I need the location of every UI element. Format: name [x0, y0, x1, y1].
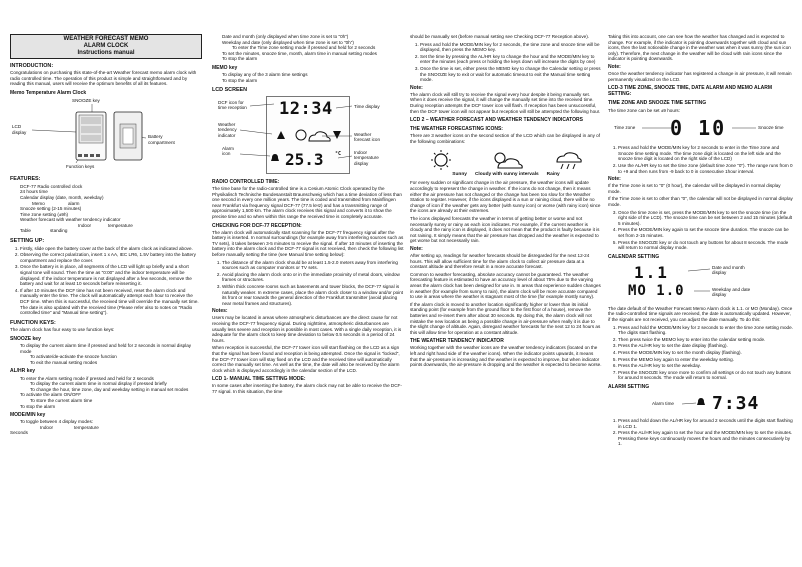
mode-temperature: temperature	[74, 424, 99, 430]
label-indoor-temp: Indoor temperature display	[354, 149, 379, 167]
tz-intro: The time zone can be set ±9 hours:	[608, 107, 680, 113]
weather-para-2: The icons displayed forecasts the weather in terms of getting better or worse and not necessarily sunny or rainy as each icon indicates. For example, if the current weather is cloudy and the rainy icon is displayed, it does not mean that the product is faulty because it is not raining. It simply means that the air pressure has dropped and the weather is expected to get worse but not necessarily rain.	[410, 216, 600, 244]
note-text: The alarm clock will still try to receive the signal every hour despite it being manually set. When it does receive the signal, it will change the manually set time into the received time. During reception attempts the DCF tower icon will flash. If reception has been unsuccessful, then the DCF tower icon will not appear but reception will still be attempted the following hour.	[410, 91, 601, 114]
setup-heading: SETTING UP:	[10, 238, 45, 245]
memo-line: To display any of the 3 alarm time settings	[222, 72, 308, 78]
manual-time-heading: LCD 1- MANUAL TIME SETTING MODE:	[212, 376, 306, 383]
mode-indoor: Indoor	[40, 424, 54, 430]
weather-para-1: For every sudden or significant change in the air pressure, the weather icons will update accordingly to represent the change in weather. If the icons do not change, then it means either the air pressure has not changed or the change has been too slow for the Weather Station to register. However, if the icons displayed is a sun or raining cloud, there will be no change of icon if the weather gets any better (with sunny icon) or worse (with rainy icon) since the icons are already at their extremes.	[410, 180, 601, 214]
calendar-callout-lines	[608, 263, 794, 303]
tendency-text: Working together with the weather icons are the weather tendency indicators (located on the left and right hand side of the weather icons). When the indicator points upwards, it means that the air-pressure is increasing and the weather is expected to improve, but when indicator points downwards, the air-pressure is dropping and the weather is expected to become worse.	[410, 345, 602, 368]
tendency-heading: THE WEATHER TENDENCY INDICATOR	[410, 338, 504, 345]
column-2	[212, 34, 404, 397]
lcd2-heading: LCD 2 – WEATHER FORECAST AND WEATHER TENDENCY INDICATORS	[410, 117, 583, 124]
feature-table: Table	[20, 228, 31, 234]
clock-diagram	[10, 98, 202, 172]
label-cloudy-sunny: Cloudy with sunny intervals	[474, 171, 539, 177]
weather-para-3: After setting up, readings for weather forecasts should be disregarded for the next 12-24 hours. This will allow sufficient time for the alarm clock to collect air pressure data at a constant altitude and therefore result in a more accurate forecast.	[410, 253, 590, 270]
feature-standing: standing	[50, 228, 68, 234]
lcd-temperature: 25.3	[285, 149, 324, 169]
calendar-step: 3. Press the AL/HR key to set the date display (flashing).	[618, 343, 794, 349]
lcd-callout-lines	[212, 96, 404, 176]
weather-icons-row	[410, 149, 602, 171]
weather-para-5: If the alarm clock is moved to another location significantly higher or lower than its initial standing point (for example from the ground floor to the first floor of a house), remove the batteries and re-insert them after about 30 seconds. By doing this, the alarm clock will not mistake the new location as being a possible change in air-pressure when really it is due to the slight change of altitude. Again, disregard weather forecasts for the next 12 to 24 hours as this will allow time for operation at a constant altitude.	[410, 301, 601, 335]
memo-line: To stop the alarm	[222, 77, 258, 83]
col4-note2-text-2: If the Time zone is set to other than "0", the calendar will not be displayed in normal display mode.	[608, 196, 793, 207]
feature-item: DCF-77 Radio controlled clock	[20, 183, 83, 189]
tz-diagram	[608, 116, 794, 142]
features-heading: FEATURES:	[10, 176, 41, 183]
check-steps	[222, 260, 404, 307]
col4-top-text: Taking this into account, one can see how the weather has changed and is expected to change. For example, if the indicator is pointing downwards together with cloud and sun icons, then the last noticeable change in the weather was when it was sunny (the sun icon only). Therefore, the next change in the weather will be cloud with rain icons since the indicator is pointing downwards.	[608, 34, 791, 62]
memo-key-heading: MEMO key	[212, 64, 238, 71]
manual-title: WEATHER FORECAST MEMO ALARM CLOCK	[63, 36, 149, 49]
rainy-icon	[551, 149, 591, 171]
tz-step: 4. Press the MODE/MIN key again to set the snooze time duration. The snooze can be set from 2-15 minutes.	[618, 227, 794, 238]
modemin-line: To set the minutes, snooze time, month, alarm time in manual setting modes	[222, 50, 377, 56]
alarm-time-label: Alarm time	[652, 401, 674, 407]
calendar-heading: CALENDAR SETTING	[608, 253, 660, 260]
col3-top-text: should be manually set (before manual setting see Checking DCF-77 Reception above).	[410, 34, 589, 39]
label-time-display: Time display	[354, 103, 380, 109]
setup-step: 2. Observing the correct polarization, insert 1 x AA, IEC LR6, 1.5V battery into the battery compartment and replace the cover.	[20, 252, 202, 263]
tz-step: 5. Press the SNOOZE key or do not touch any buttons for about 8 seconds. The mode will return to normal display mode.	[618, 240, 794, 251]
check-text: The alarm clock will automatically start scanning for the DCF-77 frequency signal after the battery is inserted. In normal surroundings (for example away from interfering sources such as TV sets), it takes between 3-5 minutes to receive the signal. If after 10 minutes of inserting the battery into the alarm clock and the DCF-77 signal is not received, then check the following list before manually setting the time (see Manual time setting below):	[212, 229, 404, 257]
calendar-lcd-bottom: MO 1.0	[628, 282, 685, 299]
weather-para-4: Common to weather forecasting, absolute accuracy cannot be guaranteed. The weather forecasting feature is estimated to have an accuracy level of about 75% due to the varying areas the alarm clock has been designed for use in. In areas that experience sudden changes in weather (for example from sunny to rain), the alarm clock will be more accurate compared to use in areas where the weather is stagnant most of the time (for example mostly sunny).	[410, 271, 601, 300]
clock-illustration	[10, 98, 202, 172]
check-step: 3. Within thick concrete rooms such as basements and tower blocks, the DCF-77 signal is naturally weaker. In extreme cases, place the alarm clock closer to a window and/or point its front or rear towards the general direction of the Frankfurt transmitter (avoid placing near metal frames and structures).	[222, 284, 404, 306]
image-heading: Memo Temperature Alarm Clock	[10, 90, 87, 97]
label-snooze-key: SNOOZE key	[72, 98, 100, 104]
alarm-steps	[618, 418, 794, 447]
col4-note2-text-1: If the Time zone is set to "0" (0 hour), the calendar will be displayed in normal display mode.	[608, 183, 781, 194]
feature-temperature: temperature	[108, 222, 133, 228]
manual-subtitle: Instructions manual	[77, 49, 135, 56]
label-rainy: Rainy	[546, 171, 560, 177]
snooze-key-line: To activate/de-activate the snooze function	[30, 354, 117, 360]
alarm-callout-line	[608, 393, 794, 415]
notes-text-1: Users may be located in areas where atmospheric disturbances are the direct cause for not receiving the DCF-77 frequency signal. During nighttime, atmospheric disturbances are usually less severe and reception is possible in most cases. With a single daily reception, it is adequate for the alarm clock to keep time deviation to below 0.5 seconds in a period of 24 hours.	[212, 315, 402, 343]
tz-label-left: Time zone	[614, 125, 636, 131]
manual-step: 3. Once the time is set, either press the MEMO key to change the Calendar setting or press the SNOOZE key to exit or wait for automatic timeout to exit the Manual time setting mode.	[420, 66, 602, 83]
calendar-step: 1. Press and hold the MODE/MIN key for 2 seconds to enter the time zone setting mode. The digits start flashing.	[618, 325, 794, 336]
label-battery: Battery compartment	[148, 134, 175, 145]
alhr-key-desc	[10, 376, 202, 410]
alhr-line: To activate the alarm ON/OFF	[20, 392, 82, 398]
snooze-key-line: To exit the manual setting modes	[30, 359, 98, 365]
tz-label-right: Snooze time	[758, 125, 784, 131]
icons-heading: THE WEATHER FORECASTING ICONS:	[410, 126, 503, 133]
modemin-intro: To toggle between 4 display modes:	[20, 419, 94, 425]
label-tendency: Weather tendency indicator	[218, 121, 237, 139]
note-label: Note:	[410, 84, 423, 91]
calendar-label-bottom: Weekday and date display	[712, 286, 751, 298]
features-list	[10, 184, 202, 234]
tz-step: 3. Once the time zone is set, press the MODE/MIN key to set the snooze time (on the right side of the LCD). The snooze time can be set between 2 and 15 minutes (default 5 minutes).	[618, 210, 794, 227]
calendar-diagram	[608, 263, 794, 303]
manual-step: 2. Set the time by pressing the AL/HR key to change the hour and the MODE/MIN key to enter the minutes (each press or holding the keys down will increase the digits by one)	[420, 54, 602, 65]
label-forecast-icon: Weather forecast icon	[354, 131, 381, 143]
setup-step: 1. Firstly, slide open the battery cover at the back of the alarm clock as indicated above.	[20, 246, 202, 252]
tz-lcd: 0 10	[670, 116, 727, 141]
lcd-screen-heading: LCD SCREEN	[212, 87, 248, 94]
label-function-keys: Function keys	[66, 164, 95, 170]
column-1	[10, 34, 202, 436]
check-step: 2. Avoid placing the alarm clock onto or in the immediate proximity of metal doors, window frames or structures.	[222, 272, 404, 283]
notes-label: Notes:	[212, 308, 228, 315]
calendar-step: 5. Press the MEMO key again to enter the weekday setting.	[618, 357, 794, 363]
label-dcf-icon: DCF icon for time reception	[218, 99, 247, 111]
cloudy-sunny-icon	[484, 149, 528, 171]
alhr-line: To store the current alarm time	[30, 397, 93, 403]
label-lcd-display: LCD display	[12, 124, 27, 135]
alhr-line: To display the current alarm time in normal display if pressed briefly	[30, 381, 167, 387]
calendar-steps	[618, 325, 794, 381]
calendar-step: 4. Press the MODE/MIN key to set the month display (flashing).	[618, 350, 794, 356]
col4-note-label: Note:	[608, 63, 621, 70]
modemin-continued	[212, 34, 404, 62]
feature-indoor: Indoor	[78, 222, 92, 228]
setup-step: 4. If after 10 minutes the DCF time has not been received, reset the alarm clock and manually enter the time. The clock will automatically attempt each hour to receive the DCF time. When this is successful, the received time will override the manually set time. The date is also updated with the received time (Please refer also to notes on "Radio controlled time" and "Manual time setting").	[20, 288, 202, 316]
feature-item: 24 hours time	[20, 189, 48, 195]
col4-note-text: Once the weather tendency indicator has registered a change in air pressure, it will remain permanently visualized on the LCD.	[608, 71, 792, 82]
tz-callout-lines	[608, 116, 794, 142]
rct-text: The time base for the radio-controlled time is a Cesium Atomic Clock operated by the Physikalisch Technische Bundesanstalt Braunschweig which has a time deviation of less than one second in every one million years. The time is coded and transmitted from Mainflingen near Frankfurt via frequency signal DCF-77 (77.5 kHz) and has a transmitting range of approximately 1,500 km. The alarm clock receives this signal and converts it to show the precise time and so when within this range the received time is completely accurate.	[212, 185, 402, 219]
lcd-diagram	[212, 96, 404, 176]
note2-label: Note:	[410, 245, 423, 252]
memo-key-desc	[212, 72, 404, 83]
feature-item: Calendar display (date, month, weekday)	[20, 194, 104, 200]
alarm-diagram	[608, 393, 794, 415]
alhr-key-heading: AL/HR key	[10, 368, 36, 375]
tz-steps-2	[618, 210, 794, 251]
tz-heading: TIME ZONE AND SNOOZE TIME SETTING	[608, 100, 707, 107]
alarm-step: 1. Press and hold down the AL/HR key for around 2 seconds until the digits start flashing in LCD 1.	[618, 418, 794, 429]
modemin-line: Weekday and date (only displayed when time zone is set to "0h")	[222, 39, 354, 45]
tz-step: 2. Use the AL/HR key to set the time zone (default time zone "0"). The range runs from 0 to +9 and then runs from -9 back to 0 in consecutive 1hour interval.	[618, 163, 794, 174]
notes-text-2: When reception is successful, the DCF-77 tower icon will start flashing on the LCD as a sign that the signal has been found and reception is being attempted. Once the signal is "locked", the DCF-77 tower icon will stay fixed on the LCD and the received time will automatically correct the manually set time. As well as the time, the date will also be received by the alarm clock which is displayed accordingly in the calendar section of the LCD.	[212, 345, 400, 373]
function-keys-heading: FUNCTION KEYS:	[10, 319, 56, 326]
calendar-step: 2. Then press twice the MEMO key to enter into the calendar setting mode.	[618, 337, 794, 343]
feature-item: Weather forecast with weather tendency indicator	[20, 217, 121, 223]
alhr-line: To enter the Alarm setting mode if pressed and held for 2 seconds	[20, 375, 154, 381]
feature-item: Time zone setting (±9h)	[20, 211, 69, 217]
intro-text: Congratulations on purchasing this state-of-the-art Weather forecast memo alarm clock with radio controlled time. The operation of this product is simple and straightforward and by reading this manual, users will receive the optimum benefits of all its features.	[10, 70, 197, 87]
snooze-key-desc	[10, 343, 202, 365]
label-alarm-icon: Alarm icon	[222, 145, 234, 157]
alarm-lcd: 7:34	[712, 393, 760, 415]
rct-heading: RADIO CONTROLLED TIME:	[212, 178, 280, 185]
check-heading: CHECKING FOR DCF-77 RECEPTION:	[212, 222, 302, 229]
setup-step: 3. Once the battery is in place, all segments of the LCD will light up briefly and a short signal tone will sound. Then the time as "0:00" and the indoor temperature will be displayed. If the indoor temperature is not displayed after a few seconds, remove the battery and wait for at least 10 seconds before reinserting it.	[20, 264, 202, 286]
modemin-line: To enter the Time zone setting mode if pressed and held for 2 seconds	[232, 45, 376, 51]
column-3	[410, 34, 602, 370]
calendar-label-top: Date and month display	[712, 264, 745, 276]
intro-heading: INTRODUCTION:	[10, 62, 54, 69]
modemin-line: To stop the alarm	[222, 56, 258, 62]
snooze-key-heading: SNOOZE key	[10, 335, 41, 342]
manual-time-steps	[420, 42, 602, 83]
function-keys-intro: The alarm clock has four easy to use function keys:	[10, 327, 115, 333]
column-4	[608, 34, 794, 449]
col4-note2-label: Note:	[608, 176, 621, 183]
setup-steps	[20, 246, 202, 316]
mode-seconds: Seconds	[10, 430, 28, 436]
manual-step: 1. Press and hold the MODE/MIN key for 2 seconds, the time zone and snooze time will be displayed, then press the MEMO key.	[420, 42, 602, 53]
alarm-step: 2. Press the AL/HR key again to set the hour and the MODE/MIN key to set the minutes. Pressing these keys continuously moves the hours and the minutes consecutively by 1.	[618, 430, 794, 447]
alarm-setting-heading: ALARM SETTING	[608, 383, 650, 390]
tz-steps	[618, 145, 794, 174]
manual-title-box	[10, 34, 202, 59]
calendar-step: 7. Press the SNOOZE key once more to confirm all settings or do not touch any buttons for around 8 seconds. The mode will return to normal.	[618, 370, 794, 381]
lcd3-heading: LCD-3 TIME ZONE, SNOOZE TIME, DATE ALARM AND MEMO ALARM SETTING:	[608, 85, 773, 98]
calendar-intro: The date default of the Weather Forecast Memo Alarm clock is 1.1. or MO (Monday). Once the radio-controlled time signals are received, the date is automatically updated. However, if the signals are not received, you can adjust the date manually. To do this:	[608, 305, 793, 322]
modemin-line: Date and month (only displayed when time zone is set to "0h")	[222, 34, 349, 39]
calendar-step: 6. Press the AL/HR key to set the weekday.	[618, 363, 794, 369]
feature-alarm: alarm	[68, 200, 80, 206]
lcd-degree: °C	[335, 150, 342, 157]
sunny-icon	[421, 149, 461, 171]
feature-memo: Memo	[32, 200, 45, 206]
icons-intro: There are 3 weather icons on the second section of the LCD which can be displayed in any of the following combinations:	[410, 133, 600, 144]
snooze-key-line: To display the current alarm time if pressed and held for 2 seconds in normal display mode	[20, 343, 192, 354]
alhr-line: To stop the alarm	[20, 403, 56, 409]
label-sunny: Sunny	[452, 171, 467, 177]
weather-labels	[410, 172, 602, 178]
alhr-line: To change the hour, time zone, day and weekday setting in manual set modes	[30, 386, 189, 392]
check-step: 1. The distance of the alarm clock should be at least 1.5-2.0 meters away from interfering sources such as computer monitors or TV sets.	[222, 260, 404, 271]
manual-time-text: In some cases after inserting the battery, the alarm clock may not be able to receive the DCF-77 signal. In this situation, the time	[212, 383, 402, 395]
feature-item: Snooze setting (2-15 minutes)	[20, 206, 82, 212]
calendar-lcd-top: 1.1	[634, 262, 669, 282]
modemin-key-heading: MODE/MIN key	[10, 412, 46, 419]
tz-step: 1. Press and hold the MODE/MIN key for 2 seconds to enter in the Time zone and Snooze time setting mode. The time zone digit is located on the left side and the snooze time digit is located on the right side of the LCD)	[618, 145, 794, 162]
lcd-time: 12:34	[279, 98, 333, 119]
